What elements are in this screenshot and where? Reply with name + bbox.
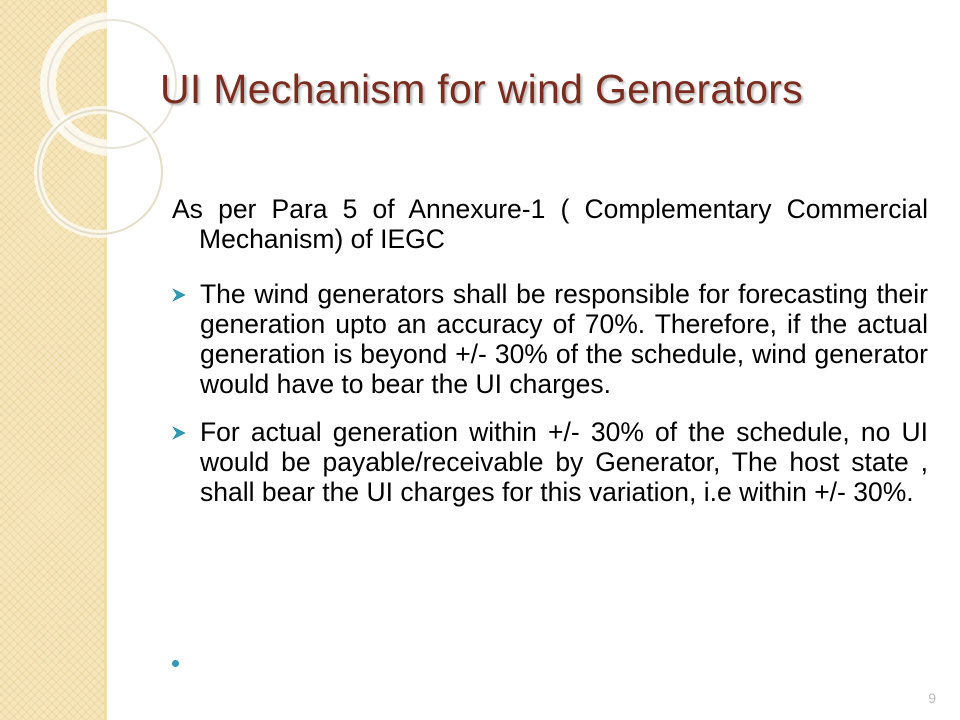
slide-title: UI Mechanism for wind Generators [160,66,804,112]
page-number: 9 [928,690,936,706]
bullet-text: For actual generation within +/- 30% of the schedule, no UI would be payable/receivable by Generator, The host state , shall bear the UI charges for this variation, i.e within +/- 30%. [200,417,928,507]
bullet-list [172,279,928,507]
bullet-item [172,417,928,507]
bullet-text: The wind generators shall be responsible for forecasting their generation upto an accuracy of 70%. Therefore, if the actual generation is beyond +/- 30% of the schedule, wind generator would have to bear the UI charges. [200,279,928,399]
decorative-circles-graphic [0,0,200,260]
arrow-bullet-icon [172,426,186,440]
bullet-item [172,279,928,399]
intro-paragraph: As per Para 5 of Annexure-1 ( Complementary Commercial Mechanism) of IEGC [172,194,928,254]
arrow-bullet-icon [172,288,186,302]
empty-bullet-dot-icon [172,660,179,667]
slide-body [172,194,928,525]
